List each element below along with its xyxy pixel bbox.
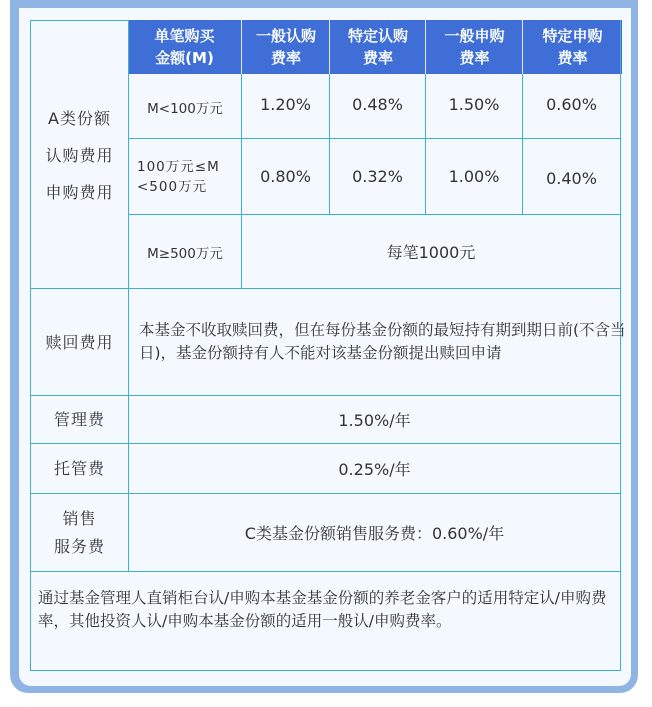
tier-specific-purchase-rate: 0.40% (546, 168, 597, 188)
tier-amount: M<100万元 (147, 100, 223, 117)
header-specific-subscription: 特定认购 费率 (329, 20, 426, 74)
tier-amount: 100万元≤M <500万元 (137, 158, 220, 195)
grid-line (30, 670, 621, 671)
header-general-purchase: 一般申购 费率 (425, 20, 523, 74)
subscription-fee-label: A类份额 认购费用 申购费用 (45, 108, 114, 202)
custody-fee-label: 托管费 (53, 459, 105, 478)
tier-general-subscription-rate: 1.20% (260, 94, 311, 114)
management-fee-value: 1.50%/年 (338, 411, 411, 430)
header-specific-purchase: 特定申购 费率 (522, 20, 622, 74)
tier-general-purchase-rate: 1.50% (448, 94, 500, 114)
grid-line (30, 571, 621, 572)
tier-specific-purchase-rate: 0.60% (546, 94, 597, 114)
tier-general-purchase-rate: 1.00% (448, 167, 500, 186)
custody-fee-value: 0.25%/年 (338, 460, 411, 479)
management-fee-label: 管理费 (53, 410, 105, 429)
tier-amount: M≥500万元 (147, 245, 223, 262)
redemption-fee-label: 赎回费用 (45, 332, 114, 352)
sales-service-fee-value: C类基金份额销售服务费：0.60%/年 (244, 524, 505, 543)
tier-specific-subscription-rate: 0.32% (352, 167, 403, 186)
redemption-fee-value: 本基金不收取赎回费，但在每份基金份额的最短持有期到期日前(不含当日)，基金份额持有人不能对该基金份额提出赎回申请 (139, 321, 626, 362)
tier-general-subscription-rate: 0.80% (260, 167, 311, 186)
header-general-subscription: 一般认购 费率 (241, 20, 330, 74)
fixed-fee-value: 每笔1000元 (386, 243, 476, 262)
header-amount: 单笔购买 金额(M) (128, 20, 241, 74)
grid-line (30, 20, 128, 21)
sales-service-fee-label: 销售 服务费 (53, 508, 105, 556)
fee-footnote: 通过基金管理人直销柜台认/申购本基金基金份额的养老金客户的适用特定认/申购费率，其他投资人认/申购本基金份额的适用一般认/申购费率。 (38, 589, 607, 630)
tier-specific-subscription-rate: 0.48% (352, 94, 403, 114)
